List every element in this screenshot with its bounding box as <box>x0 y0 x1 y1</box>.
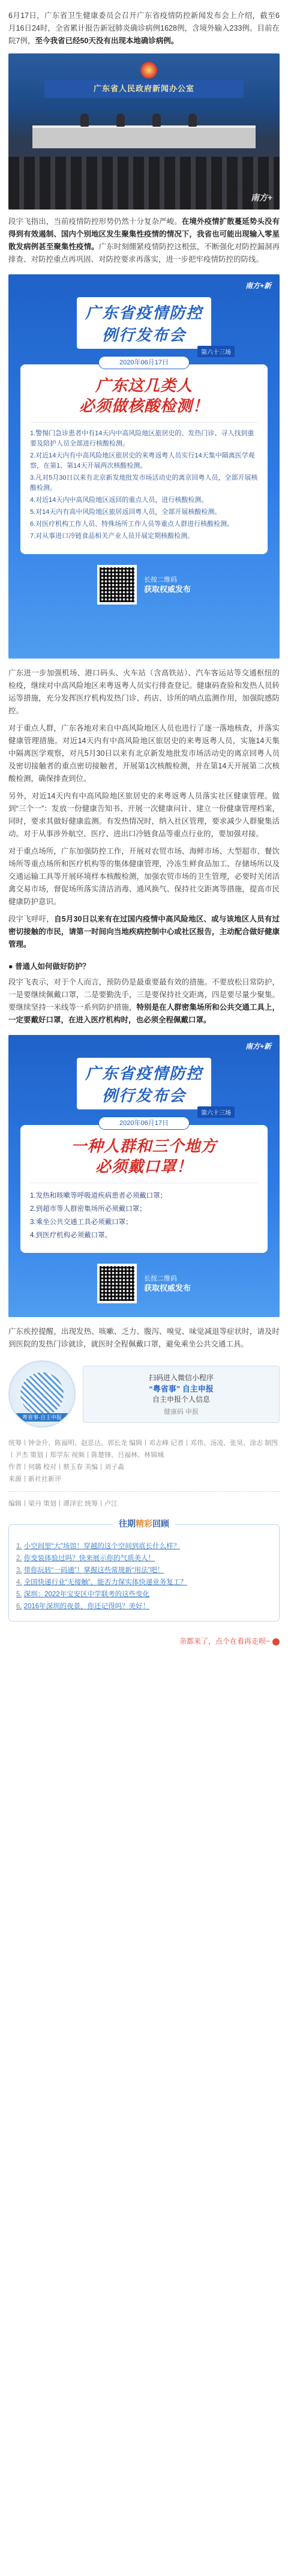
divider <box>8 1491 280 1492</box>
review-link[interactable]: 4. 全国快递行业“无接触”，能否力保实体快递业务复工？ <box>16 1579 187 1586</box>
credits <box>8 1437 280 1485</box>
review-link[interactable]: 2. 你变装体验过吗？快来展示你的气质美人！ <box>16 1555 155 1562</box>
poster-card <box>20 359 268 554</box>
photo-watermark: 南方+ <box>250 193 272 202</box>
poster-title-box <box>57 1058 231 1117</box>
poster-footer-text <box>144 1274 191 1294</box>
paragraph-6: 广东疾控提醒，出现发热、咳嗽、乏力、腹泻、嗅觉、味觉减退等症状时，请及时到医院的发热门诊就诊，就医时全程佩戴口罩，避免乘坐公共交通工具。 <box>8 1327 280 1348</box>
poster-foot-line2: 获取权威发布 <box>143 584 191 594</box>
poster-card <box>20 1120 268 1253</box>
poster-title-line2: 例行发布会 <box>101 1087 186 1105</box>
review-heading <box>113 1518 175 1530</box>
qr-pattern <box>20 1372 64 1416</box>
credits-line: 统筹丨钟金升、陈福明、赵思达、郭长龙 编辑丨邓志峰 记者丨邓伟、汤凌、张昊、涂志 制图丨尹杰 策划丨郑学东 视频丨陈楚锋、吕福林、林锦城 <box>8 1440 278 1459</box>
list-item: 2.对近14天内有中高风险地区旅居史的来粤返粤人员实行14天集中隔离医学观察，在第1、第14天开展两次核酸检测。 <box>30 452 255 469</box>
p5-highlight: 特别是在人群密集场所和公共交通工具上，一定要戴好口罩， <box>8 1003 280 1024</box>
poster-headline-line2: 必须做核酸检测！ <box>79 397 209 415</box>
poster-date: 2020年06月17日 <box>98 356 190 369</box>
intro-paragraph <box>8 10 280 47</box>
list-item: 1.发热和咳嗽等呼吸道疾病患者必须戴口罩； <box>30 1192 167 1199</box>
poster-headline <box>30 1136 258 1177</box>
intro-text: 6月17日，广东省卫生健康委员会召开广东省疫情防控新闻发布会上介绍，截至6月16日24时，全省累计报告新冠肺炎确诊病例1628例，含境外输入233例。目前在院7例， <box>8 11 280 45</box>
poster-headline-line2: 必须戴口罩！ <box>95 1157 193 1175</box>
speaker-figure <box>80 113 89 127</box>
poster-date: 2020年06月17日 <box>98 1117 190 1130</box>
in-view-text: 亲都来了，点个在看再走呗~ <box>179 1637 270 1645</box>
poster-foot-line1: 长按二维码 <box>143 1274 177 1282</box>
review-head-accent: 精彩 <box>136 1519 152 1528</box>
poster-footer-text <box>144 575 191 595</box>
audience-rows <box>8 157 280 210</box>
p4-lead: 段宇飞呼吁， <box>8 915 55 923</box>
promo-line2: “粤省事” 自主申报 <box>149 1384 214 1393</box>
speaker-figure <box>188 113 197 127</box>
promo-line4: 健康码 申报 <box>163 1408 199 1416</box>
intro-highlight: 至今我省已经50天没有出现本地确诊病例。 <box>35 37 179 45</box>
poster-title-line1: 广东省疫情防控 <box>85 1064 203 1082</box>
p2-highlight: 在境外疫情扩散蔓延势头没有得到有效遏制、国内个别地区发生聚集性疫情的情况下，我省也可能出现输入零星散发病例甚至聚集性疫情。 <box>8 217 280 251</box>
qr-label: 粤省事·自主申报 <box>10 1413 74 1422</box>
p5-text: 对于个人而言，预防仍是最重要最有效的措施。不要放松日常防护，一是要继续佩戴口罩，二是要勤洗手，三是要保持社交距离，四是要尽量少聚集。 <box>8 978 280 999</box>
poster-title <box>77 1058 211 1109</box>
poster-foot-line1: 长按二维码 <box>143 576 177 584</box>
paragraph-3b: 对于重点人群，广东各地对来自中高风险地区人员也进行了逐一落地核查，并落实健康管理措施。对近14天内有中高风险地区旅居史的来粤返粤人员，实施14天集中隔离医学观察，对凡5月30日以来有北京新发地批发市场活动史的离京回粤人员及密切接触者的重点密切接触者，开展第1次核酸检测，并在第14天开展第二次核酸检测，确保排查到位。 <box>8 724 280 783</box>
list-item: 7.对从事进口冷链食品相关产业人员开展定期核酸检测。 <box>30 532 194 540</box>
poster-session-tag: 第六十三场 <box>197 1106 235 1118</box>
mini-program-promo[interactable] <box>8 1360 280 1428</box>
review-link[interactable]: 1. 小空间里“大”场馆！穿越的这个空间到底长什么样？ <box>16 1543 181 1550</box>
promo-box <box>83 1366 280 1423</box>
review-link[interactable]: 5. 深圳：2022年宝安区中学联考的这些变化 <box>16 1591 150 1598</box>
poster-headline-line1: 一种人群和三个地方 <box>71 1137 217 1155</box>
p5-highlight2: 在进入医疗机构时，也必须全程佩戴口罩。 <box>68 1016 211 1024</box>
credits-line: 来源丨新社社新评 <box>8 1476 61 1483</box>
poster-brand: 南方+新 <box>245 282 271 290</box>
p2-lead: 段宇飞指出，当前疫情防控形势仍然十分复杂严峻。 <box>8 217 182 226</box>
poster-headline <box>30 375 258 416</box>
review-head-pre: 往期 <box>119 1519 136 1528</box>
poster-title-line1: 广东省疫情防控 <box>85 304 203 322</box>
p4-highlight: 自5月30日以来有在过国内疫情中高风险地区、或与该地区人员有过密切接触的市民，请第一时间向当地疾病控制中心或社区报告，主动配合做好健康管理。 <box>8 915 280 949</box>
poster-title-box <box>57 297 231 356</box>
copyright-line: 编辑丨梁丹 策划丨谭泽宏 统筹丨卢江 <box>8 1500 118 1507</box>
poster-foot-line2: 获取权威发布 <box>143 1283 191 1293</box>
review-head-post: 回顾 <box>152 1519 169 1528</box>
list-item: 4.对近14天内中高风险地区返回的重点人员，进行核酸检测。 <box>30 496 208 504</box>
in-view-prompt[interactable] <box>8 1636 280 1646</box>
poster-title-line2: 例行发布会 <box>101 326 186 344</box>
press-poster-testing <box>8 274 280 659</box>
poster-footer <box>8 1253 280 1313</box>
mini-program-qr-icon[interactable] <box>8 1360 76 1428</box>
poster-title <box>77 297 211 349</box>
podium-table <box>32 125 256 148</box>
list-item: 6.对医疗机构工作人员、特殊场所工作人员等重点人群进行核酸检测。 <box>30 520 234 528</box>
divider <box>30 422 258 423</box>
paragraph-4 <box>8 913 280 951</box>
qr-code-icon[interactable] <box>97 1264 137 1303</box>
paragraph-3d: 对于重点场所，广东加强防控工作，开展对农贸市场、海鲜市场、大型超市、餐饮场所等重点场所和医疗机构等的集体健康管理，冷冻生鲜食品加工、存储场所以及交通运输工具等开展环境样本核酸检测，加强农贸市场的卫生管理，必要时关闭活禽交易市场，督促场所落实清洁消毒、通风换气、保持社交距离等措施，提高市民健康防护意识。 <box>8 847 280 906</box>
section-heading: ● 普通人如何做好防护？ <box>8 962 91 971</box>
speaker-figure <box>116 113 125 127</box>
poster-session-tag: 第六十三场 <box>197 346 235 357</box>
paragraph-3a: 广东进一步加强机场、港口码头、火车站（含高铁站）、汽车客运站等交通枢纽的检疫，继续对中高风险地区来粤返粤人员实行排查登记。健康码查验和发热人员转运等措施，充分发挥医疗机构发热门诊、药店、诊所的哨点监测作用，加强院感防控。 <box>8 669 280 715</box>
poster-footer <box>8 554 280 614</box>
press-conference-photo <box>8 53 280 210</box>
paragraph-3c: 另外，对近14天内有中高风险地区旅居史的来粤返粤人员落实社区健康管理。做到“三个一”：发放一份健康告知书、开展一次健康问计、建立一份健康管理档案，同时，要求其做好健康监测。有发热情况时，纳入社区管理，要求减少人群聚集活动。对于从事涉外航空、医疗、进出口冷链食品等重点行业的，要加强对接。 <box>8 792 280 838</box>
list-item: 3.乘坐公共交通工具必须戴口罩； <box>30 1219 133 1226</box>
speaker-figure <box>152 113 161 127</box>
like-icon[interactable] <box>272 1638 280 1645</box>
p5-text2: 要继续坚持一米线等一系列防护措施， <box>8 1003 137 1012</box>
review-link[interactable]: 3. 带你玩转“一码通”！掌握这些常规新“用法”吧！ <box>16 1567 164 1574</box>
photo-banner: 广东省人民政府新闻办公室 <box>44 80 244 98</box>
paragraph-2 <box>8 216 280 266</box>
review-link[interactable]: 6. 2016年深圳的夜景，你还记得吗？美好！ <box>16 1603 150 1610</box>
past-review-box <box>8 1519 280 1621</box>
national-emblem-icon <box>140 62 157 79</box>
list-item: 5.对14天内有高中风险地区旅居返回粤人员，全部开展核酸检测。 <box>30 508 221 516</box>
credits-line: 作者丨何璐 校对丨蔡玉春 美编丨刘子淼 <box>8 1464 125 1471</box>
list-item: 1.警惕门急诊患者中有14天内中高风险地区旅居史的、发热门诊、寻人找到重要及陪护人员全部进行核酸检测。 <box>30 430 254 447</box>
paragraph-5 <box>8 976 280 1027</box>
list-item: 4.到医疗机构必须戴口罩。 <box>30 1232 112 1239</box>
promo-line3: 自主申报个人信息 <box>152 1395 210 1404</box>
poster-headline-line1: 广东这几类人 <box>95 376 193 394</box>
list-item: 2.到超市等人群密集场所必须戴口罩； <box>30 1205 146 1213</box>
promo-line1: 扫码进入微信小程序 <box>148 1373 214 1382</box>
p2-tail: 广东时刻绷紧疫情防控这根弦，不断强化对防控漏洞再排查、对防控重点再巩固、对防控要求再落实，进一步把牢疫情防控的防线。 <box>8 243 280 264</box>
poster-brand: 南方+新 <box>245 1042 271 1051</box>
list-item: 3.凡对5月30日以来有北京新发地批发市场活动史的离京回粤人员，全部开展核酸检测。 <box>30 474 258 492</box>
press-poster-masks <box>8 1035 280 1317</box>
p5-lead: 段宇飞表示， <box>8 978 54 986</box>
qr-code-icon[interactable] <box>97 565 137 605</box>
